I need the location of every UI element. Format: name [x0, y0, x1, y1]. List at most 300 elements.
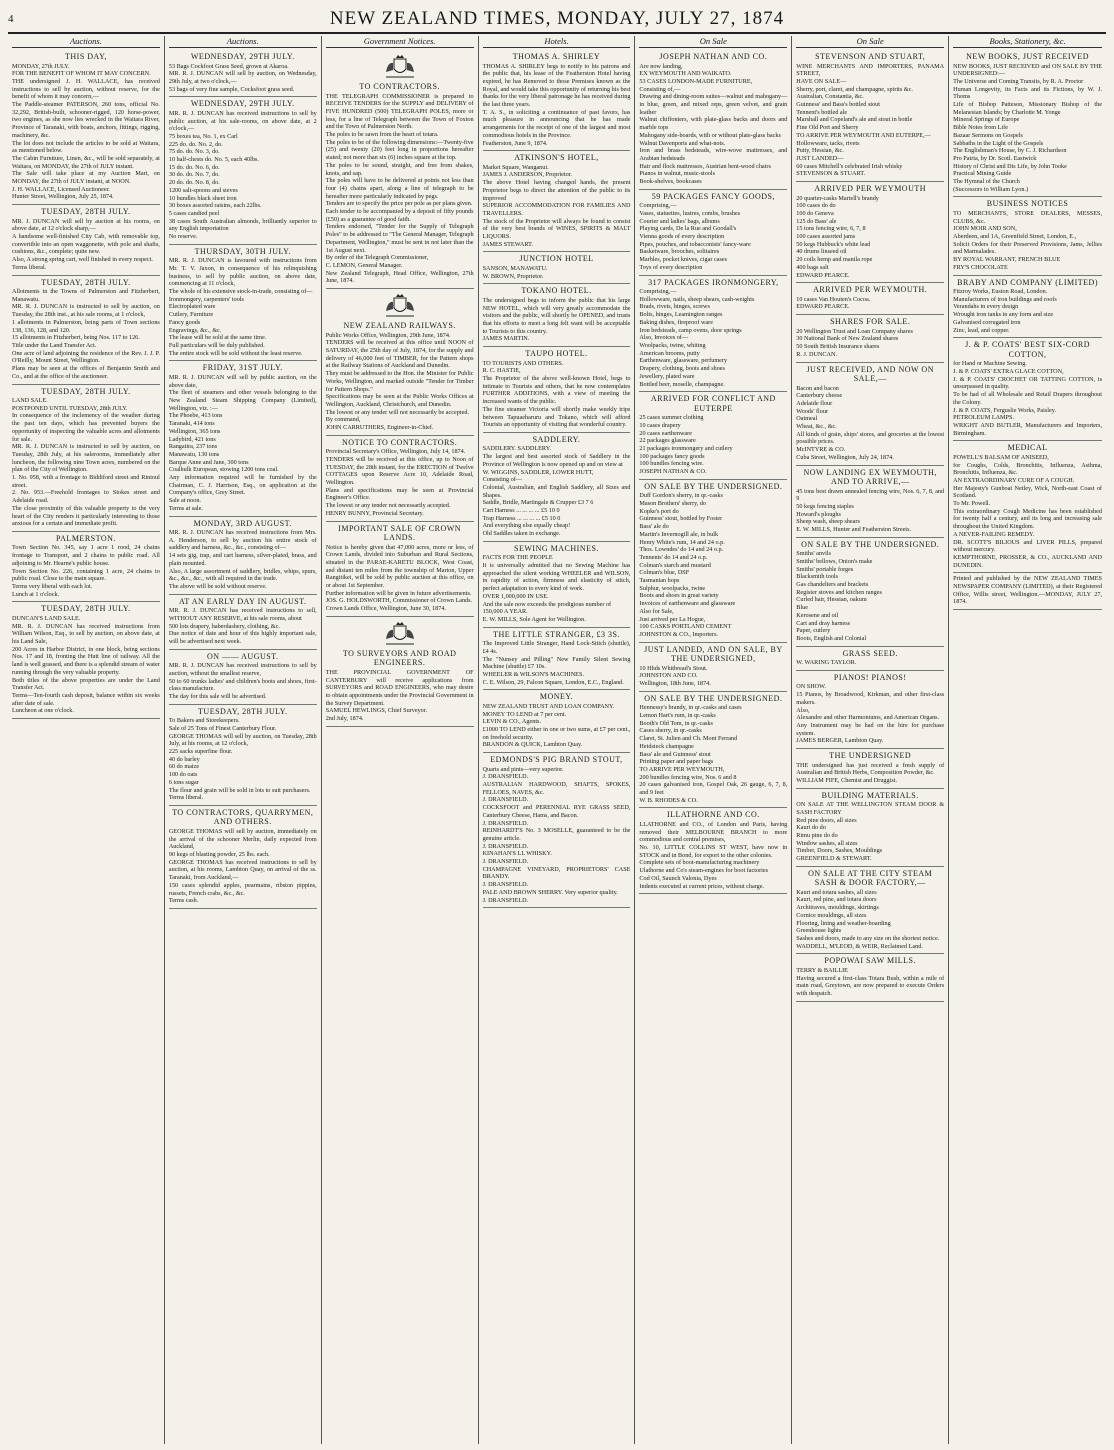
- column-7: [949, 36, 1106, 1444]
- ad-text-line: J. & P. COATS' EXTRA GLACE COTTON,: [953, 368, 1064, 375]
- ad-text-line: Provincial Secretary's Office, Wellington, July 14, 1874.: [325, 448, 466, 456]
- ad-text-line: The Phoebe, 413 tons: [168, 412, 223, 420]
- ad-text-line: Taranaki, 414 tons: [168, 420, 215, 428]
- ad-text-line: The poles to be sawn from the heart of totara.: [325, 131, 439, 139]
- ad-text-line: 50 kegs Hubbuck's white lead: [796, 240, 871, 248]
- ad-text-line: JOHNSTON & CO., Importers.: [639, 631, 719, 638]
- ad-heading: ON SALE BY THE UNDERSIGNED.: [644, 693, 783, 703]
- ad-text-line: FRY'S CHOCOLATE: [953, 263, 1008, 271]
- ad-text-line: PETROLEUM LAMPS.: [953, 414, 1014, 422]
- ad-text-line: 90 kegs of blasting powder, 25 lbs. each.: [168, 851, 270, 859]
- advertisement: [639, 392, 787, 480]
- ad-text-line: 30 National Bank of New Zealand shares: [796, 335, 899, 343]
- ad-text-line: Cuba Street, Wellington, July 24, 1874.: [796, 453, 894, 461]
- ad-text-line: 150,000 A YEAR.: [482, 608, 528, 616]
- ad-text-line: A handsome well-finished City Cab, with removable top, convertible into an open waggonette, with pole and shafts, cushions, &c., complete; quite new.: [12, 233, 160, 256]
- ad-text-line: The Hymnal of the Church: [953, 178, 1020, 186]
- ad-text-line: 2. No. 953.—Freehold frontages to Stokes street and Adelaide road.: [12, 489, 160, 505]
- ad-text-line: Town Section No. 226, containing 1 acre, 24 chains to public road. Close to the main square.: [12, 567, 160, 583]
- ad-text-line: TO ARRIVE PER WEYMOUTH,: [639, 765, 725, 773]
- column-heading: Auctions.: [12, 36, 160, 48]
- ad-text-line: McINTYRE & CO.: [796, 446, 846, 454]
- advertisement: [796, 789, 944, 867]
- ad-text-line: J. DRANSFIELD.: [482, 796, 529, 804]
- ad-text-line: 20 quarter-casks Martell's brandy: [796, 194, 879, 202]
- ad-body: [796, 683, 944, 745]
- ad-text-line: Cart and dray harness: [796, 619, 851, 627]
- ad-text-line: MR. R. J. DUNCAN will sell by public auction, on the above date,: [168, 373, 317, 389]
- column-4: [479, 36, 636, 1444]
- ad-text-line: MR. R. J. DUNCAN is favoured with instructions from Mr. T. V. Jaxon, in consequence of his relinquishing business, to sell by public auction, on above date, commencing at 11 o'clock,: [168, 257, 317, 288]
- ad-body: [796, 801, 944, 863]
- ad-text-line: The lot does not include the articles to be sold at Waitara, as mentioned below.: [12, 139, 160, 155]
- advertisement: [169, 517, 317, 595]
- ad-text-line: 2nd July, 1874.: [325, 715, 364, 723]
- ad-text-line: MONEY TO LEND at 7 per cent.: [482, 710, 567, 718]
- ad-body: [796, 63, 944, 179]
- advertisement: [796, 867, 944, 955]
- ad-text-line: Cases sherry, in qr.-casks: [639, 727, 702, 735]
- ad-text-line: 60 do maize: [168, 763, 200, 771]
- advertisement: [326, 289, 474, 436]
- ad-text-line: Verandahs in every design: [953, 303, 1019, 311]
- ad-text-line: The whole of his extensive stock-in-trade, consisting of—: [168, 288, 313, 296]
- ad-heading: 317 PACKAGES IRONMONGERY,: [648, 277, 779, 287]
- ad-text-line: The day for this sale will be advertised.: [168, 693, 267, 701]
- advertisement: [169, 705, 317, 806]
- ad-text-line: 53 bags of very fine sample, Cocksfoot grass seed.: [168, 85, 295, 93]
- ad-text-line: Bolts, hinges, Leamington ranges: [639, 311, 723, 319]
- ad-text-line: Gas chandeliers and brackets: [796, 581, 869, 589]
- ad-body: [796, 967, 944, 998]
- ad-text-line: Bacon and bacon: [796, 384, 839, 392]
- ad-text-line: JOSEPH NATHAN & CO.: [639, 468, 707, 476]
- ad-text-line: JAMES MARTIN.: [482, 335, 530, 343]
- ad-text-line: Mahogany side-boards, with or without plate-glass backs: [639, 131, 781, 139]
- ad-body: [796, 296, 944, 311]
- ad-text-line: Plans may be seen at the offices of Benjamin Smith and Co., and at the office of the auctioneer.: [12, 365, 160, 380]
- advertisement: [796, 315, 944, 362]
- column-3: [322, 36, 479, 1444]
- ad-text-line: EDWARD PEARCE.: [796, 271, 850, 279]
- ad-text-line: American brooms, putty: [639, 349, 700, 357]
- ad-text-line: Drapery, clothing, boots and shoes: [639, 365, 725, 373]
- ad-heading: MONEY.: [539, 692, 574, 702]
- ad-text-line: By order of the Telegraph Commissioner,: [325, 254, 429, 262]
- ad-text-line: THOMAS A. SHIRLEY begs to notify to his patrons and the public that, his lease of the Featherston Hotel having expired, he has Removed to those Premises known as the Royal, and would take this opportunity of returning his best thanks for the very liberal patronage he has received during the last three years.: [482, 62, 631, 109]
- ad-text-line: Howard's ploughs: [796, 510, 841, 518]
- ad-text-line: 100 CASKS PORTLAND CEMENT: [639, 623, 732, 631]
- ad-text-line: Greenhouse lights: [796, 927, 842, 935]
- ad-text-line: The poles to be sound, straight, and free from shakes, knots, and sap.: [325, 161, 474, 177]
- ad-body: [169, 662, 317, 701]
- ad-text-line: 10 half-chests do. No. 5, each 40lbs.: [168, 156, 259, 164]
- ad-text-line: OVER 1,000,000 IN USE.: [482, 592, 549, 600]
- ad-text-line: W. WARING TAYLOR.: [796, 659, 857, 667]
- ad-text-line: Bass' ale and Guinness' stout: [639, 750, 711, 758]
- ad-text-line: 20 coils hemp and manila rope: [796, 256, 873, 264]
- ad-text-line: Alexandre and other Harmoniums, and American Organs.: [796, 714, 940, 722]
- ad-text-line: Woolpacks, twine, whiting: [639, 342, 706, 349]
- ad-text-line: The lowest or any tender will not necessarily be accepted.: [325, 408, 469, 416]
- ad-text-line: A NEVER-FAILING REMEDY.: [953, 530, 1035, 538]
- ad-heading: SADDLERY.: [532, 434, 581, 444]
- ad-text-line: Consisting of—: [482, 476, 522, 484]
- ad-text-line: Terms very liberal with each lot.: [12, 582, 93, 590]
- column-heading: Books, Stationery, &c.: [953, 36, 1102, 48]
- column-1: [8, 36, 165, 1444]
- ad-text-line: PALE AND BROWN SHERRY. Very superior quality.: [482, 888, 618, 896]
- ad-text-line: Adelaide flour: [796, 399, 833, 407]
- column-2: [165, 36, 322, 1444]
- advertisement: [796, 50, 944, 182]
- ad-body: [796, 328, 944, 359]
- ad-text-line: Plans and specifications may be seen at Provincial Engineer's Office.: [325, 486, 474, 502]
- ad-body: [639, 665, 787, 688]
- ad-text-line: The "Nunsey and Pilling" New Family Silent Sewing Machine (shuttle) £7 10s.: [482, 655, 631, 671]
- advertisement: [12, 205, 160, 275]
- ad-text-line: 225 sacks superfine flour.: [168, 748, 233, 756]
- ad-heading: NEW ZEALAND RAILWAYS.: [343, 321, 456, 331]
- ad-text-line: Colman's starch and mustard: [639, 561, 711, 569]
- ad-text-line: MR. R. J. DUNCAN has received instructions from Mrs. A. Henderson, to sell by auction his entire stock of saddlery and harness, &c., &c., consisting of—: [168, 529, 317, 552]
- ad-text-line: REINHARDT'S No. 3 MOSELLE, guaranteed to be the genuine article.: [482, 827, 631, 842]
- ad-body: [953, 63, 1102, 194]
- ad-text-line: Duff Gordon's sherry, in qr.-casks: [639, 492, 723, 500]
- ad-text-line: Luncheon at one o'clock.: [12, 707, 74, 715]
- ad-text-line: Wrought iron tanks in any form and size: [953, 311, 1054, 319]
- ad-text-line: Life of Bishop Patteson, Missionary Bishop of the Melanesian Islands; by Charlotte M. Yonge: [953, 101, 1102, 116]
- ad-body: [326, 93, 474, 286]
- ad-text-line: Manufacturers of iron buildings and roofs: [953, 295, 1057, 303]
- advertisement: [796, 466, 944, 538]
- ad-body: [483, 640, 631, 686]
- ad-text-line: Guinness' stout, bottled by Foster: [639, 515, 723, 523]
- ad-text-line: To Mr. Powell.: [953, 500, 991, 508]
- column-heading: On Sale: [639, 36, 787, 48]
- ad-text-line: MR. R. J. DUNCAN has received instructions to sell by auction, without the smallest reserve,: [168, 662, 317, 677]
- ad-text-line: GREENFIELD & STEWART.: [796, 855, 872, 863]
- ad-text-line: LEVIN & CO., Agents.: [482, 718, 541, 726]
- ad-text-line: And the sale now exceeds the prodigious number of: [482, 600, 612, 608]
- ad-text-line: Smiths' bellows, Onion's make: [796, 557, 873, 565]
- ad-text-line: Sale at noon.: [168, 497, 201, 505]
- advertisement: [169, 650, 317, 705]
- ad-text-line: WILLIAM FIFE, Chemist and Druggist.: [796, 776, 897, 784]
- ad-heading: BRABY AND COMPANY (LIMITED): [957, 277, 1098, 287]
- advertisement: [953, 441, 1102, 573]
- advertisement: [169, 97, 317, 244]
- advertisement: [639, 276, 787, 393]
- ad-body: [326, 544, 474, 613]
- ad-heading: NOTICE TO CONTRACTORS.: [342, 437, 458, 447]
- ad-text-line: Cutlery, Furniture: [168, 311, 214, 319]
- ad-text-line: GEORGE THOMAS will sell by auction, on Tuesday, 28th July, at his rooms, at 12 o'clock,: [168, 732, 317, 748]
- ad-text-line: KEMPTHORNE, PROSSER, & CO., AUCKLAND AND DUNEDIN.: [953, 553, 1102, 569]
- ad-text-line: New Zealand Telegraph, Head Office, Wellington, 27th June, 1874.: [325, 269, 474, 285]
- ad-body: [953, 360, 1102, 437]
- ad-heading: ON —— AUGUST.: [207, 651, 279, 661]
- advertisement: [953, 50, 1102, 197]
- ad-heading: JUST RECEIVED, AND NOW ON SALE,—: [806, 364, 934, 383]
- ad-text-line: 100 do Geneva: [796, 209, 834, 217]
- ad-text-line: Rangatira, 237 tons: [168, 443, 218, 451]
- ad-text-line: Wheat, &c., &c.: [796, 423, 837, 431]
- ad-text-line: Boots, English and Colonial: [796, 634, 867, 642]
- ad-text-line: Human Longevity, its Facts and its Fictions, by W. J. Thoms: [953, 85, 1102, 101]
- ad-heading: TUESDAY, 28TH JULY.: [41, 604, 131, 614]
- advertisement: [796, 749, 944, 789]
- ad-text-line: 10 Hhds Whitbread's Stout.: [639, 664, 708, 672]
- ad-text-line: Pianos in walnut, music-stools: [639, 170, 716, 178]
- ad-text-line: 125 do Bass' ale: [796, 217, 837, 225]
- advertisement: [483, 284, 631, 347]
- advertisement: [639, 50, 787, 190]
- ad-text-line: Earthenware, glassware, perfumery: [639, 357, 728, 365]
- ad-body: [796, 550, 944, 642]
- ad-text-line: Also,: [796, 706, 810, 714]
- ad-text-line: Guinness' and Bass's bottled stout: [796, 101, 880, 109]
- ad-body: [169, 828, 317, 905]
- ad-body: [483, 265, 631, 280]
- ad-body: [483, 766, 631, 905]
- ad-heading: AT AN EARLY DAY IN AUGUST.: [179, 596, 307, 606]
- advertisement: [12, 385, 160, 532]
- ad-text-line: MR. R. J. DUNCAN is instructed to sell by auction, on Tuesday, the 28th inst., at his sale rooms, at 1 o'clock,: [12, 303, 160, 319]
- ad-text-line: Sabbaths in the Light of the Gospels: [953, 139, 1044, 147]
- ad-text-line: 75 boxes tea, No. 1, ex Carl: [168, 132, 238, 140]
- ad-text-line: 150 cases splendid apples, pearmains, ribston pippins, russets, French crabs, &c., &c.: [168, 881, 317, 897]
- advertisement: [483, 433, 631, 542]
- ad-heading: JUNCTION HOTEL: [519, 254, 594, 264]
- ad-text-line: Barque Anne and Jane, 300 tons: [168, 458, 249, 466]
- ad-text-line: Fancy goods: [168, 318, 201, 326]
- ad-text-line: Hollowware, tacks, rivets: [796, 139, 860, 147]
- ad-text-line: Are now landing,: [639, 62, 683, 70]
- ad-body: [326, 332, 474, 432]
- ad-text-line: 10 cases drapery: [639, 421, 681, 429]
- ad-text-line: 20 do. do. No. 8, do.: [168, 179, 220, 187]
- ad-text-line: GEORGE THOMAS has received instructions to sell by auction, at his rooms, Lambton Quay, on arrival of the ss. Taranaki, from Auckland,—: [168, 858, 317, 882]
- ad-text-line: 20 cases earthenware: [639, 429, 692, 437]
- column-heading: On Sale: [796, 36, 944, 48]
- ad-text-line: ON SHOW.: [796, 683, 826, 691]
- ad-text-line: Terms at sale.: [168, 504, 203, 512]
- ad-text-line: Walnut Davenports and what-nots.: [639, 139, 726, 147]
- advertisement: [796, 954, 944, 1001]
- ad-text-line: Engravings, &c., &c.: [168, 326, 222, 334]
- ad-text-line: Oatmeal: [796, 415, 818, 423]
- ad-text-line: Galvanised corrugated iron: [953, 318, 1021, 326]
- ad-text-line: J. DRANSFIELD.: [482, 858, 529, 866]
- advertisement: [326, 436, 474, 522]
- ad-text-line: Claret, St. Julien and Ch. Mont Ferrand: [639, 735, 738, 743]
- advertisement: [953, 197, 1102, 275]
- ad-text-line: for Hand or Machine Sewing.: [953, 360, 1027, 368]
- ad-heading: SEWING MACHINES.: [514, 543, 599, 553]
- ad-text-line: NEW ZEALAND TRUST AND LOAN COMPANY.: [482, 702, 615, 710]
- ad-text-line: The largest and best assorted stock of Saddlery in the Province of Wellington is now opened up and on view at: [482, 453, 631, 468]
- ad-text-line: MR. R. J. DUNCAN has received instructions from William Wilson, Esq., to sell by auction, on above date, at his Land Sale,: [12, 622, 160, 645]
- ad-text-line: Each tender to be accompanied by a deposit of fifty pounds (£50) as a guarantee of good faith.: [325, 208, 474, 223]
- ad-text-line: SUPERIOR ACCOMMODATION FOR FAMILIES AND TRAVELLERS.: [482, 202, 631, 217]
- ad-text-line: BRANDON & QUICK, Lambton Quay.: [482, 741, 583, 749]
- ad-body: [796, 195, 944, 280]
- ad-text-line: Ironmongery, carpenters' tools: [168, 295, 244, 303]
- ad-text-line: 45 tons best drawn annealed fencing wire, Nos. 6, 7, 8, and 9: [796, 487, 945, 503]
- ad-text-line: MR. J. DUNCAN will sell by auction at his rooms, on above date, at 12 o'clock sharp,—: [12, 217, 160, 233]
- ad-heading: NOW LANDING EX WEYMOUTH, AND TO ARRIVE,—: [803, 467, 937, 487]
- ad-text-line: 40 do barley: [168, 755, 200, 763]
- ad-text-line: SADDLERY. SADDLERY.: [482, 445, 551, 453]
- ad-text-line: Vienna goods of every description: [639, 233, 725, 241]
- advertisement: [639, 692, 787, 809]
- ad-text-line: Ulathorne and Co's steam-engines for boot factories: [639, 867, 769, 875]
- ad-text-line: Paper, cutlery: [796, 627, 831, 635]
- ad-text-line: Comprising,—: [639, 202, 677, 210]
- ad-text-line: The Englishman's House, by C. J. Richardson: [953, 147, 1067, 155]
- ad-body: [169, 607, 317, 646]
- advertisement: [12, 532, 160, 602]
- ad-text-line: Henry White's rum, 14 and 24 o.p.: [639, 538, 725, 546]
- ad-text-line: JAMES BERGER, Lambton Quay.: [796, 737, 884, 745]
- ad-text-line: 100 bundles fencing wire.: [639, 460, 704, 468]
- ad-body: [796, 889, 944, 951]
- ad-text-line: AUSTRALIAN HARDWOOD, SHAFTS, SPOKES, FELLOES, NAVES, &c.: [482, 781, 631, 796]
- ad-heading: THURSDAY, 30TH JULY.: [194, 246, 291, 256]
- ad-text-line: GEORGE THOMAS will sell by auction, immediately on the arrival of the schooner Merlin, daily expected from Auckland,: [168, 827, 317, 851]
- ad-heading: TO CONTRACTORS.: [359, 82, 440, 91]
- ad-text-line: WADDELL, M'LEOD, & WEIR, Reclaimed Land.: [796, 942, 923, 950]
- advertisement: [483, 347, 631, 433]
- ad-body: [796, 488, 944, 534]
- ad-text-line: Fitzroy Works, Euston Road, London.: [953, 288, 1048, 296]
- ad-heading: TUESDAY, 28TH JULY.: [41, 207, 131, 217]
- ad-text-line: NEW BOOKS, JUST RECEIVED and ON SALE BY THE UNDERSIGNED:—: [953, 62, 1102, 78]
- ad-text-line: The flour and grain will be sold in lots to suit purchasers.: [168, 786, 311, 794]
- ad-heading: MONDAY, 3RD AUGUST.: [193, 518, 292, 528]
- advertisement: [483, 151, 631, 252]
- ad-text-line: Also, A strong spring cart, well finished in every respect.: [12, 256, 153, 264]
- ad-text-line: Old Saddles taken in exchange.: [482, 530, 561, 538]
- ad-text-line: 38 cases South Australian almonds, brilliantly superior to any English importation: [168, 217, 317, 233]
- ad-text-line: Tasmanian hops: [639, 577, 680, 585]
- ad-text-line: Iron bedsteads, camp ovens, door springs: [639, 326, 742, 334]
- ad-text-line: Cart Harness ... ... ... ... £5 10 0: [482, 507, 560, 515]
- ad-body: [12, 63, 160, 202]
- ad-text-line: WRIGHT AND BUTLER, Manufacturers and Importers, Birmingham.: [953, 421, 1102, 437]
- ad-text-line: Zinc, lead, and copper.: [953, 326, 1010, 334]
- ad-text-line: Toys of every description: [639, 263, 703, 271]
- ad-text-line: for Coughs, Colds, Bronchitis, Influenza, Asthma, Bronchitis, Influenza, &c.: [953, 461, 1102, 477]
- ad-text-line: 1 allotments in Palmerston, being parts of Town sections 138, 136, 128, and 120.: [12, 318, 160, 334]
- ad-text-line: Marshall and Copeland's ale and stout in bottle: [796, 116, 913, 124]
- ad-text-line: Having secured a first-class Totara Bush, within a mile of main road, Greytown, are now prepared to execute Orders with despatch.: [796, 974, 945, 997]
- ad-text-line: Terms cash.: [168, 897, 199, 905]
- ad-body: [483, 360, 631, 429]
- ad-body: [639, 202, 787, 271]
- ad-body: [326, 669, 474, 723]
- ad-heading: GRASS SEED.: [842, 648, 898, 658]
- ad-text-line: WHEELER & WILSON'S MACHINES.: [482, 671, 584, 678]
- advertisement: [483, 628, 631, 691]
- advertisement: [796, 671, 944, 749]
- ad-text-line: The lowest or any tender not necessarily accepted.: [325, 502, 451, 510]
- ad-heading: PIANOS! PIANOS!: [833, 672, 907, 682]
- ad-text-line: Sheep wash, sheep shears: [796, 518, 860, 526]
- ad-text-line: Specifications may be seen at the Public Works Offices at Wellington, Auckland, Christchurch, and Dunedin.: [325, 393, 474, 408]
- ad-heading: ATKINSON'S HOTEL,: [514, 153, 599, 163]
- ad-text-line: Flooring, lining and weather-boarding: [796, 919, 891, 927]
- ad-text-line: 25 cases summer clothing: [639, 414, 704, 422]
- ad-text-line: Manawatu, 130 tons: [168, 450, 220, 458]
- ad-body: [12, 288, 160, 380]
- royal-crest-icon: [383, 54, 417, 80]
- ad-text-line: To Bakers and Storekeepers.: [168, 717, 240, 725]
- advertisement: [483, 542, 631, 628]
- ad-text-line: The entire stock will be sold without the least reserve.: [168, 349, 303, 357]
- ad-heading: FRIDAY, 31ST JULY.: [202, 363, 283, 373]
- ad-text-line: Also, A large assortment of saddlery, bridles, whips, spurs, &c., &c., &c., with all required in the trade.: [168, 567, 317, 583]
- ad-text-line: 1200 salt-spoons and sieves: [168, 186, 238, 194]
- ad-text-line: HAVE ON SALE—: [796, 77, 847, 85]
- ad-heading: ARRIVED PER WEYMOUTH.: [813, 285, 928, 295]
- ad-text-line: Any Instrument may be had on the hire for purchase system.: [796, 721, 945, 737]
- ad-text-line: One acre of land adjoining the residence of the Rev. J. J. P. O'Reilly, Mount Street, Wellington.: [12, 349, 160, 365]
- ad-text-line: £1000 TO LEND either in one or two sums, at £7 per cent., on freehold security.: [482, 726, 631, 741]
- ad-text-line: The poles to be of the following dimensions:—Twenty-five (25) and twenty (20) feet long in proportions hereafter stated; not more than six (6) inches square at the top.: [325, 138, 474, 162]
- ad-text-line: Blue: [796, 604, 808, 612]
- ad-text-line: THE undersigned has just received a fresh supply of Australian and British Herbs, Composition Powder, &c.: [796, 761, 945, 777]
- ad-text-line: Trap Harness ... ... ... ... £5 10 0: [482, 514, 561, 522]
- ad-text-line: Sashes and doors, made to any size on the shortest notice.: [796, 934, 940, 942]
- ad-text-line: E. W. MILLS, Sole Agent for Wellington.: [482, 615, 586, 623]
- ad-heading: TO SURVEYORS AND ROAD ENGINEERS.: [342, 648, 457, 668]
- ad-text-line: Complete sets of boot-manufacturing machinery: [639, 859, 760, 867]
- ad-text-line: Smiths' anvils: [796, 550, 831, 558]
- advertisement: [169, 595, 317, 650]
- ad-text-line: 53 Bags Cockfoot Grass Seed, grown at Akaroa.: [168, 62, 289, 70]
- ad-text-line: Terms liberal.: [168, 794, 204, 802]
- ad-text-line: (Successors to William Lyon.): [953, 185, 1029, 193]
- ad-text-line: 14 sets gig, trap, and cart harness, silver-plated, brass, and plain mounted.: [168, 552, 317, 567]
- ad-text-line: 21 packages ironmongery and cutlery: [639, 445, 733, 453]
- ad-text-line: TO ARRIVE PER WEYMOUTH AND EUTERPE,—: [796, 131, 931, 139]
- ad-text-line: Sulphur, woolpacks, twine: [639, 584, 706, 592]
- ad-text-line: 100 cases do do: [796, 202, 836, 210]
- ad-heading: TAUPO HOTEL.: [525, 349, 588, 359]
- page-number: 4: [8, 13, 14, 25]
- ad-body: [169, 717, 317, 802]
- royal-crest-icon: [383, 621, 417, 647]
- royal-crest-icon: [383, 293, 417, 319]
- ad-text-line: 200 bundles fencing wire, Nos. 6 and 8: [639, 773, 737, 781]
- ad-body: [483, 703, 631, 749]
- ad-text-line: J. DRANSFIELD.: [482, 881, 529, 889]
- ad-text-line: STEVENSON & STUART.: [796, 170, 866, 178]
- ad-text-line: DUNCAN'S LAND SALE.: [12, 614, 81, 622]
- ad-body: [169, 374, 317, 513]
- ad-text-line: The Improved Little Stranger, Hand Lock-Stitch (shuttle), £4 4s.: [482, 640, 631, 655]
- ad-text-line: Architraves, mouldings, skirtings: [796, 904, 879, 912]
- ad-text-line: Terms—Ten-fourth cash deposit, balance within six weeks after date of sale.: [12, 691, 160, 707]
- ad-text-line: TENDERS will be received at this office until NOON of SATURDAY, the 25th day of July, 1874, for the supply and delivery of 46,000 feet of TIMBER, for the Pattern shops at the Railway Stations of Auckland and Dunedin.: [325, 339, 474, 370]
- ad-text-line: Bottled beer, moselle, champagne.: [639, 380, 725, 388]
- ad-text-line: Electroplated ware: [168, 303, 216, 311]
- ad-heading: STEVENSON AND STUART,: [815, 52, 926, 61]
- ad-text-line: WINE MERCHANTS AND IMPORTERS, PANAMA STREET,: [796, 62, 945, 78]
- ad-text-line: J. & P. COATS, Ferguslie Works, Paisley.: [953, 406, 1057, 414]
